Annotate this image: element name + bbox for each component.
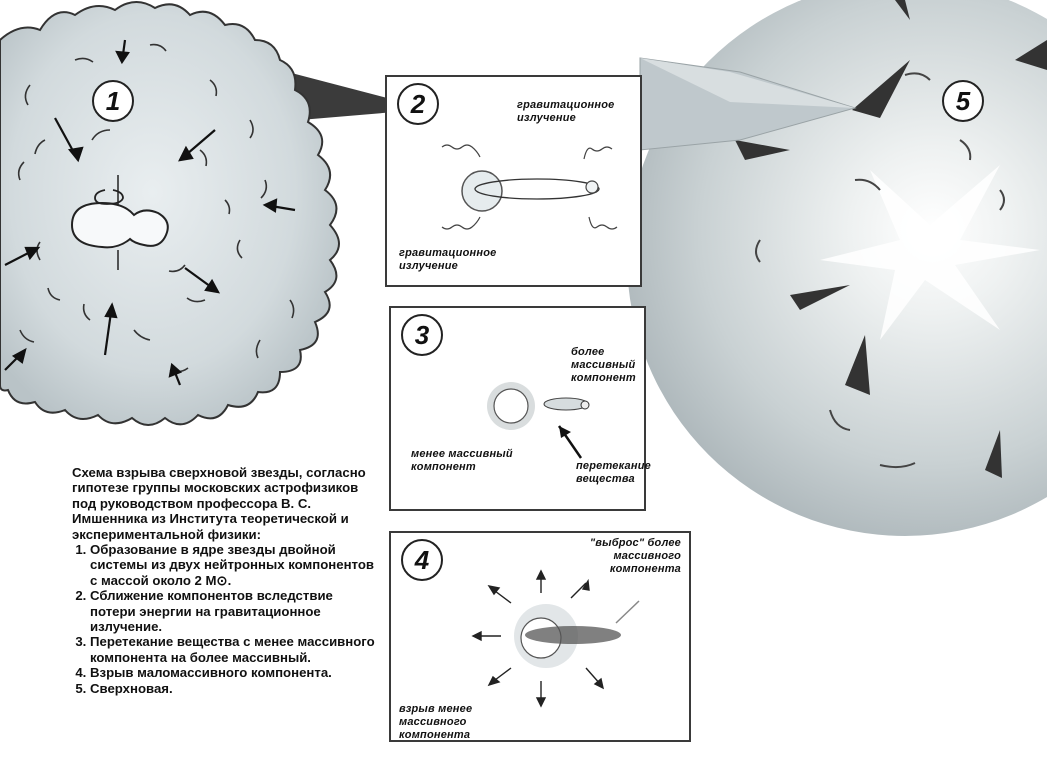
stage-1-badge: 1: [92, 80, 134, 122]
matter-transfer-label: перетекание вещества: [576, 460, 651, 485]
caption-item: 3. Перетекание вещества с менее массивного компонента на более массивный.: [90, 634, 377, 665]
stage-2-badge: 2: [397, 83, 439, 125]
stellar-core-cloud: [0, 2, 339, 425]
caption-item: 1. Образование в ядре звезды двойной системы из двух нейтронных компонентов с массой около 2 M⊙.: [90, 542, 377, 588]
caption-list: [72, 542, 377, 696]
gravitational-radiation-label-top: гравитационное излучение: [517, 99, 615, 124]
stage-4-panel: [389, 531, 691, 742]
caption-item: 5. Сверхновая.: [90, 681, 377, 696]
figure-caption: [72, 465, 377, 696]
gravitational-radiation-label-bottom: гравитационное излучение: [399, 247, 497, 272]
heavier-component-label: более массивный компонент: [571, 346, 636, 384]
stage-4-badge: 4: [401, 539, 443, 581]
stage-2-panel: [385, 75, 642, 287]
stage-5-badge: 5: [942, 80, 984, 122]
ejection-label: "выброс" более массивного компонента: [589, 537, 681, 575]
stage-3-badge: 3: [401, 314, 443, 356]
caption-item: 2. Сближение компонентов вследствие потери энергии на гравитационное излучение.: [90, 588, 377, 634]
caption-intro: Схема взрыва сверхновой звезды, согласно гипотезе группы московских астрофизиков под руководством профессора В. С. Имшенника из Института теоретической и экспериментальной физики:: [72, 465, 366, 542]
stage-3-panel: [389, 306, 651, 511]
caption-item: 4. Взрыв маломассивного компонента.: [90, 665, 377, 680]
lighter-component-label: менее массивный компонент: [411, 448, 513, 473]
explosion-label: взрыв менее массивного компонента: [399, 703, 473, 741]
